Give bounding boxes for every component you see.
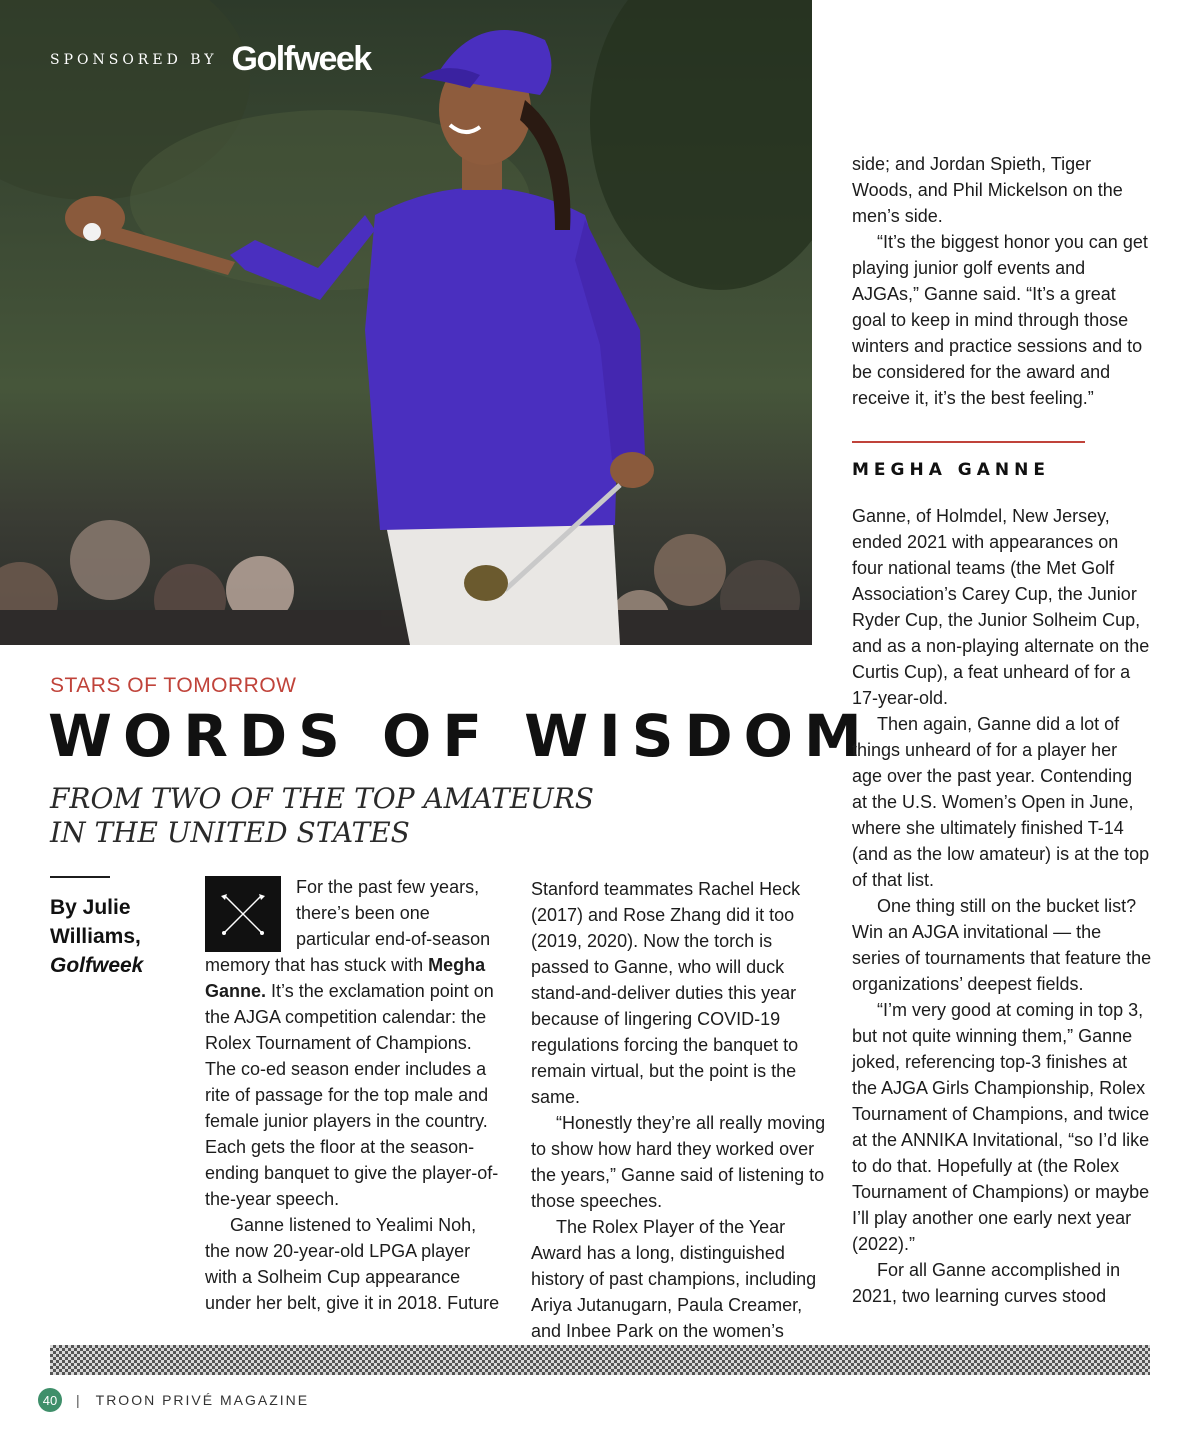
page-number-badge: 40 [38, 1388, 62, 1412]
paragraph: Stanford teammates Rachel Heck (2017) and Rose Zhang did it too (2019, 2020). Now the torch is passed to Ganne, who will duck stand-and-deliver duties this year because of lingering COVID-19 regulations forcing the banquet to remain virtual, but the point is the same. [531, 879, 801, 1107]
checkered-divider [50, 1345, 1150, 1375]
sponsor-banner [50, 40, 371, 79]
byline-rule [50, 876, 110, 878]
golf-clubs-crossed-icon [205, 876, 281, 952]
paragraph: One thing still on the bucket list? Win an AJGA invitational — the series of tournaments that feature the organizations’ deepest fields. [852, 896, 1152, 994]
paragraph: Ganne listened to Yealimi Noh, the now 20-year-old LPGA player with a Solheim Cup appearance under her belt, give it in 2018. Future [205, 1215, 500, 1313]
body-column-2 [531, 876, 829, 1344]
paragraph: “I’m very good at coming in top 3, but not quite winning them,” Ganne joked, referencing top-3 finishes at the AJGA Girls Championship, Rolex Tournament of Champions, and twice at the ANNIKA Invitational, “so I’d like to do that. Hopefully at (the Rolex Tournament of Champions) or maybe I’ll play another one early next year (2022).” [852, 1000, 1150, 1254]
page-footer [38, 1388, 309, 1412]
section-heading: MEGHA GANNE [852, 460, 1050, 480]
byline-line-1: By Julie [50, 896, 131, 919]
player-name-bold: Megha Ganne. [205, 955, 486, 1001]
golfer-illustration [0, 0, 812, 645]
paragraph-text: It’s the exclamation point on the AJGA competition calendar: the Rolex Tournament of Champions. The co-ed season ender includes a rite of passage for the top male and female junior players in the country. Each gets the floor at the season-ending banquet to give the player-of-the-year speech. [205, 981, 499, 1209]
byline-publication: Golfweek [50, 954, 144, 977]
hero-photo [0, 0, 812, 645]
section-rule [852, 441, 1085, 443]
paragraph: For all Ganne accomplished in 2021, two learning curves stood [852, 1260, 1121, 1306]
paragraph: The Rolex Player of the Year Award has a long, distinguished history of past champions, including Ariya Jutanugarn, Paula Creamer, and Inbee Park on the women’s [531, 1217, 817, 1341]
paragraph: Then again, Ganne did a lot of things unheard of for a player her age over the past year. Contending at the U.S. Women’s Open in June, where she ultimately finished T-14 (and as the low amateur) is at the top of that list. [852, 714, 1150, 890]
article-headline: WORDS OF WISDOM [48, 702, 873, 770]
magazine-name: TROON PRIVÉ MAGAZINE [95, 1392, 310, 1408]
sponsor-label: SPONSORED BY [50, 51, 218, 68]
dek-line-2: IN THE UNITED STATES [50, 816, 410, 849]
paragraph: “Honestly they’re all really moving to show how hard they worked over the years,” Ganne said of listening to those speeches. [531, 1113, 826, 1211]
body-column-1 [205, 874, 503, 1316]
article-dek [50, 782, 670, 850]
footer-separator: | [76, 1392, 82, 1408]
section-kicker: STARS OF TOMORROW [50, 674, 297, 697]
paragraph-text: For the past few years, there’s been one particular end-of-season memory that has stuck with [205, 877, 491, 975]
paragraph: Ganne, of Holmdel, New Jersey, ended 2021 with appearances on four national teams (the Met Golf Association’s Carey Cup, the Junior Ryder Cup, the Junior Solheim Cup, and as a non-playing alternate on the Curtis Cup), a feat unheard of for a 17-year-old. [852, 506, 1150, 708]
paragraph: side; and Jordan Spieth, Tiger Woods, and Phil Mickelson on the men’s side. [852, 154, 1123, 226]
paragraph: “It’s the biggest honor you can get playing junior golf events and AJGAs,” Ganne said. “It’s a great goal to keep in mind through those winters and practice sessions and to be considered for the award and receive it, it’s the best feeling.” [852, 232, 1148, 408]
byline-line-2: Williams, [50, 925, 141, 948]
dek-line-1: FROM TWO OF THE TOP AMATEURS [50, 782, 594, 815]
byline [50, 893, 143, 980]
golfweek-logo: Golfweek [231, 40, 371, 78]
body-column-3 [852, 151, 1152, 1309]
